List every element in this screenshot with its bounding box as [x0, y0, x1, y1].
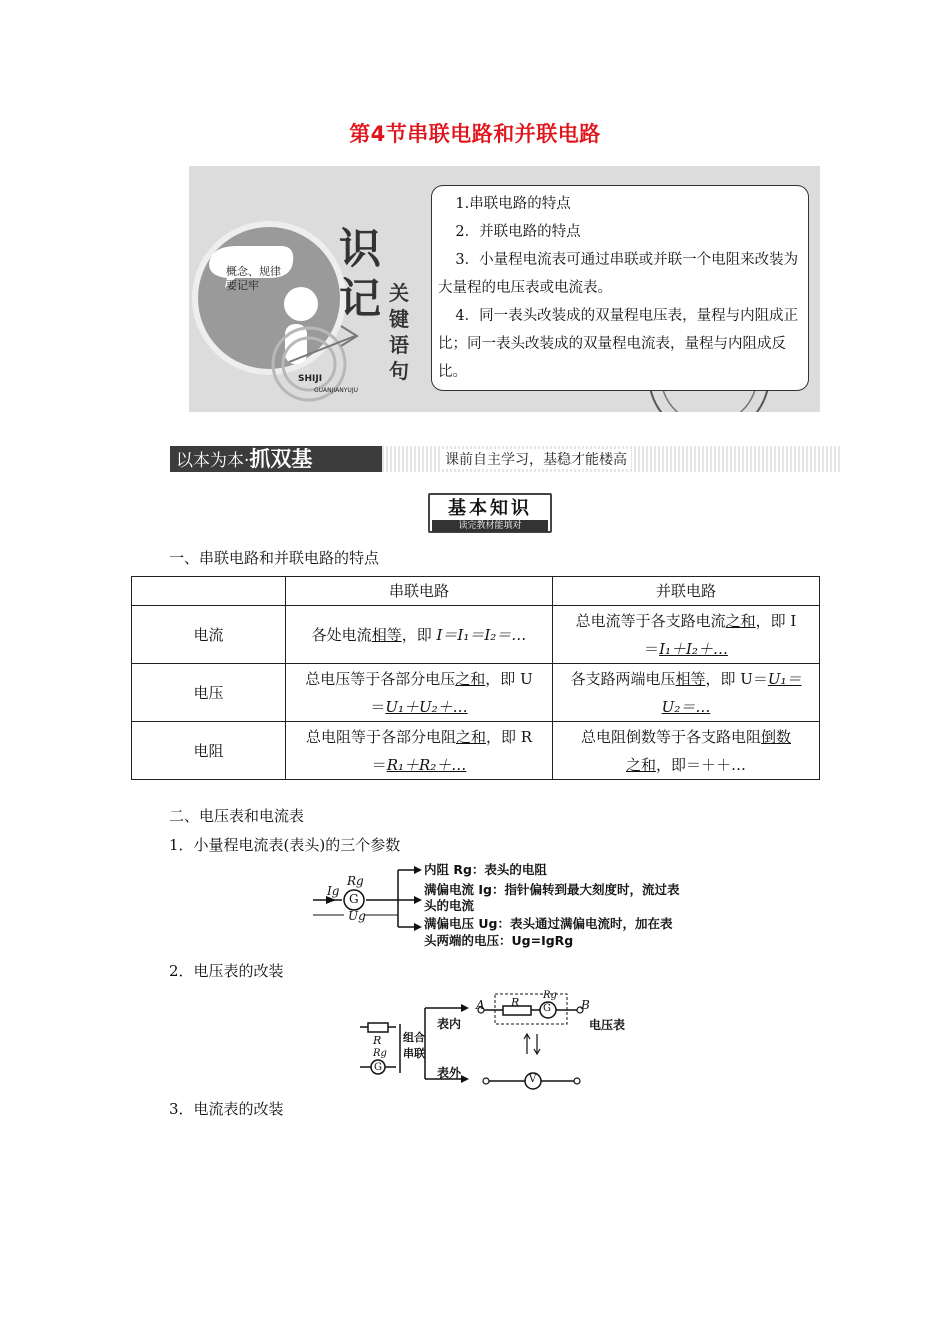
- key-point-1: 1.串联电路的特点: [455, 196, 571, 212]
- vertical-char-2: 键: [389, 307, 409, 331]
- param-line-3a: 满偏电压 Ug：表头通过满偏电流时，加在表: [424, 916, 673, 931]
- cell-voltage-parallel: 各支路两端电压相等，即 U＝U₁＝ U₂＝…: [553, 664, 820, 722]
- label-outside: 表外: [437, 1066, 462, 1080]
- section-bar-label: [170, 446, 382, 472]
- heading-2-2: 2．电压表的改装: [169, 962, 284, 980]
- label-r-2: R: [511, 996, 520, 1009]
- label-inside: 表内: [437, 1017, 462, 1031]
- pinyin-1: SHIJI: [298, 374, 323, 384]
- row-header-current: 电流: [132, 606, 286, 664]
- label-v: V: [529, 1074, 537, 1085]
- comparison-table: [131, 576, 820, 780]
- label-a: A: [476, 998, 485, 1012]
- big-char-2: 记: [339, 274, 382, 323]
- label-ig: Ig: [327, 884, 340, 898]
- vertical-char-3: 语: [389, 333, 409, 357]
- big-char-1: 识: [339, 224, 382, 273]
- param-line-1: 内阻 Rg：表头的电阻: [424, 862, 547, 877]
- heading-1: 一、串联电路和并联电路的特点: [169, 549, 380, 567]
- cell-current-series: 各处电流相等，即 I＝I₁＝I₂＝…: [286, 606, 553, 664]
- vertical-char-1: 关: [389, 281, 409, 305]
- knowledge-title: 基本知识: [448, 498, 532, 519]
- label-g: G: [349, 892, 359, 906]
- heading-2-1: 1．小量程电流表(表头)的三个参数: [169, 836, 401, 854]
- cell-res-series: 总电阻等于各部分电阻之和，即 R ＝R₁＋R₂＋…: [286, 722, 553, 780]
- label-b: B: [581, 998, 590, 1012]
- section-bar-subtitle: 课前自主学习，基稳才能楼高: [441, 449, 631, 469]
- knowledge-subtitle: 读完教材能填对: [432, 520, 548, 532]
- pinyin-2: GUANJIANYUJU: [314, 387, 358, 394]
- cell-voltage-series: 总电压等于各部分电压之和，即 U ＝U₁＋U₂＋…: [286, 664, 553, 722]
- label-g-3: G: [543, 1003, 551, 1014]
- cell-current-parallel: 总电流等于各支路电流之和，即 I ＝I₁＋I₂＋…: [553, 606, 820, 664]
- row-header-resistance: 电阻: [132, 722, 286, 780]
- label-rg-3: Rg: [543, 990, 557, 1001]
- label-ug: Ug: [348, 909, 366, 923]
- section-bar-label-b: 抓双基: [249, 447, 313, 471]
- key-point-3: 3．小量程电流表可通过串联或并联一个电阻来改装为大量程的电压表或电流表。: [438, 252, 799, 296]
- label-g-2: G: [374, 1062, 382, 1073]
- heading-2: 二、电压表和电流表: [169, 807, 305, 825]
- label-voltmeter: 电压表: [589, 1018, 626, 1032]
- section-bar-label-a: 以本为本·: [176, 451, 250, 471]
- bubble-text-2: 要记牢: [226, 279, 259, 292]
- page-title: 第4节串联电路和并联电路: [349, 122, 601, 146]
- key-point-2: 2．并联电路的特点: [455, 224, 581, 240]
- col-header-parallel: 并联电路: [553, 577, 820, 606]
- voltmeter-conversion-diagram: [355, 990, 645, 1090]
- label-rg: Rg: [347, 874, 364, 888]
- label-combine-1: 组合: [403, 1031, 425, 1044]
- row-header-voltage: 电压: [132, 664, 286, 722]
- key-point-4: 4．同一表头改装成的双量程电压表，量程与内阻成正比；同一表头改装成的双量程电流表，量程与内阻成反比。: [438, 308, 799, 380]
- table-corner: [132, 577, 286, 606]
- label-combine-2: 串联: [403, 1047, 425, 1060]
- cell-res-parallel: 总电阻倒数等于各支路电阻倒数 之和，即＝＋＋…: [553, 722, 820, 780]
- resistor-symbol: [368, 1023, 388, 1032]
- col-header-series: 串联电路: [286, 577, 553, 606]
- param-line-2a: 满偏电流 Ig：指针偏转到最大刻度时，流过表: [424, 882, 680, 897]
- bubble-text-1: 概念、规律: [226, 265, 281, 278]
- param-line-3b: 头两端的电压：Ug=IgRg: [424, 933, 574, 948]
- param-line-2b: 头的电流: [424, 898, 475, 913]
- vertical-char-4: 句: [389, 359, 409, 383]
- label-r: R: [373, 1034, 382, 1047]
- label-rg-2: Rg: [373, 1048, 387, 1059]
- key-points-box: [431, 185, 809, 391]
- heading-2-3: 3．电流表的改装: [169, 1100, 284, 1118]
